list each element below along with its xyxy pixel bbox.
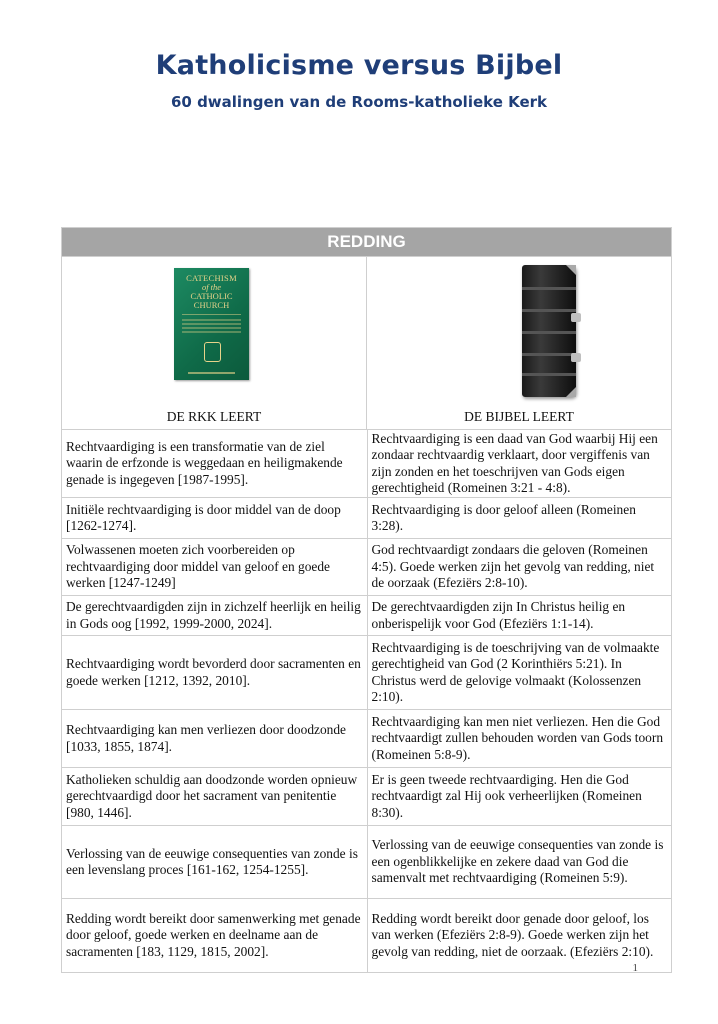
rkk-cell: Volwassenen moeten zich voorbereiden op rechtvaardiging door middel van geloof en goede werken [1247-1249]	[66, 542, 331, 591]
bijbel-cell: Verlossing van de eeuwige consequenties van zonde is een ogenblikkelijke en zekere daad van God die samenvalt met rechtvaardiging (Romeinen 5:9).	[367, 826, 672, 898]
rkk-cell: Redding wordt bereikt door samenwerking met genade door geloof, goede werken en deelname aan de sacramenten [183, 1129, 1815, 2002].	[66, 910, 361, 959]
catechism-cover-line: of the	[201, 282, 222, 292]
bible-corner	[566, 265, 576, 275]
page-number: 1	[632, 962, 638, 974]
bible-clasp	[571, 353, 581, 362]
catechism-cover-line: CATECHISM	[186, 273, 237, 283]
table-row	[62, 825, 671, 898]
table-row	[62, 429, 671, 497]
left-image-cell	[62, 257, 366, 405]
bible-clasp	[571, 313, 581, 322]
bijbel-cell: Rechtvaardiging is door geloof alleen (Romeinen 3:28).	[367, 498, 672, 538]
table-row	[62, 635, 671, 709]
table-row	[62, 497, 671, 538]
column-headings	[62, 405, 671, 429]
rkk-cell: Initiële rechtvaardiging is door middel van de doop [1262-1274].	[66, 501, 341, 533]
bible-corner	[566, 387, 576, 397]
bible-spine-band	[522, 309, 576, 312]
table-row	[62, 538, 671, 595]
catechism-cover-line: CHURCH	[193, 300, 230, 310]
bijbel-cell: De gerechtvaardigden zijn In Christus heilig en onberispelijk voor God (Efeziërs 1:1-14).	[367, 596, 672, 635]
catechism-book-icon	[174, 268, 249, 380]
bible-spine-band	[522, 353, 576, 356]
table-row	[62, 898, 671, 972]
comparison-table	[61, 227, 672, 973]
document-title: Katholicisme versus Bijbel	[155, 50, 563, 81]
table-row	[62, 709, 671, 767]
cover-footer-line	[188, 372, 235, 374]
bijbel-cell: Rechtvaardiging is de toeschrijving van de volmaakte gerechtigheid van God (2 Korinthiërs 5:21). In Christus werd de gelovige volmaakt (Kolossenzen 2:10).	[367, 636, 672, 709]
rkk-cell: Rechtvaardiging wordt bevorderd door sacramenten en goede werken [1212, 1392, 2010].	[66, 656, 361, 688]
document-subtitle: 60 dwalingen van de Rooms-katholieke Kerk	[170, 93, 548, 111]
cover-decoration	[182, 314, 241, 333]
rkk-cell: Rechtvaardiging kan men verliezen door doodzonde [1033, 1855, 1874].	[66, 722, 346, 754]
bible-spine-band	[522, 331, 576, 334]
bijbel-heading: DE BIJBEL LEERT	[366, 405, 671, 429]
bible-spine-band	[522, 373, 576, 376]
cover-seal	[204, 342, 221, 362]
rkk-heading: DE RKK LEERT	[166, 409, 262, 424]
images-row	[62, 256, 671, 405]
catechism-cover-line: CATHOLIC	[190, 291, 233, 301]
table-row	[62, 767, 671, 825]
bible-spine-band	[522, 287, 576, 290]
bijbel-cell: Rechtvaardiging is een daad van God waarbij Hij een zondaar rechtvaardig verklaart, door vergiffenis van zijn zonden en het toeschrijven van Gods eigen gerechtigheid (Romeinen 3:21 - 4:8).	[367, 430, 672, 497]
rkk-cell: Katholieken schuldig aan doodzonde worden opnieuw gerechtvaardigd door het sacrament van penitentie [980, 1446].	[66, 771, 358, 820]
right-image-cell	[366, 257, 671, 405]
section-header: REDDING	[62, 228, 671, 256]
bible-book-icon	[522, 265, 576, 397]
rkk-cell: Verlossing van de eeuwige consequenties van zonde is een levenslang proces [161-162, 1254-1255].	[66, 845, 358, 877]
rkk-cell: Rechtvaardiging is een transformatie van de ziel waarin de erfzonde is weggedaan en heiligmakende genade is ingegeven [1987-1995].	[66, 438, 343, 487]
bijbel-cell: Er is geen tweede rechtvaardiging. Hen die God rechtvaardigt zal Hij ook verheerlijken (Romeinen 8:30).	[367, 768, 672, 825]
bijbel-cell: Rechtvaardiging kan men niet verliezen. Hen die God rechtvaardigt zullen behouden worden van Gods toorn (Romeinen 5:8-9).	[367, 710, 672, 767]
table-row	[62, 595, 671, 635]
bijbel-cell: God rechtvaardigt zondaars die geloven (Romeinen 4:5). Goede werken zijn het gevolg van redding, niet de oorzaak (Efeziërs 2:8-10).	[367, 539, 672, 595]
bijbel-cell: Redding wordt bereikt door genade door geloof, los van werken (Efeziërs 2:8-9). Goede werken zijn het gevolg van redding, niet de oorzaak. (Efeziërs 2:10).	[367, 899, 672, 972]
rkk-cell: De gerechtvaardigden zijn in zichzelf heerlijk en heilig in Gods oog [1992, 1999-2000, 2024].	[66, 599, 361, 631]
